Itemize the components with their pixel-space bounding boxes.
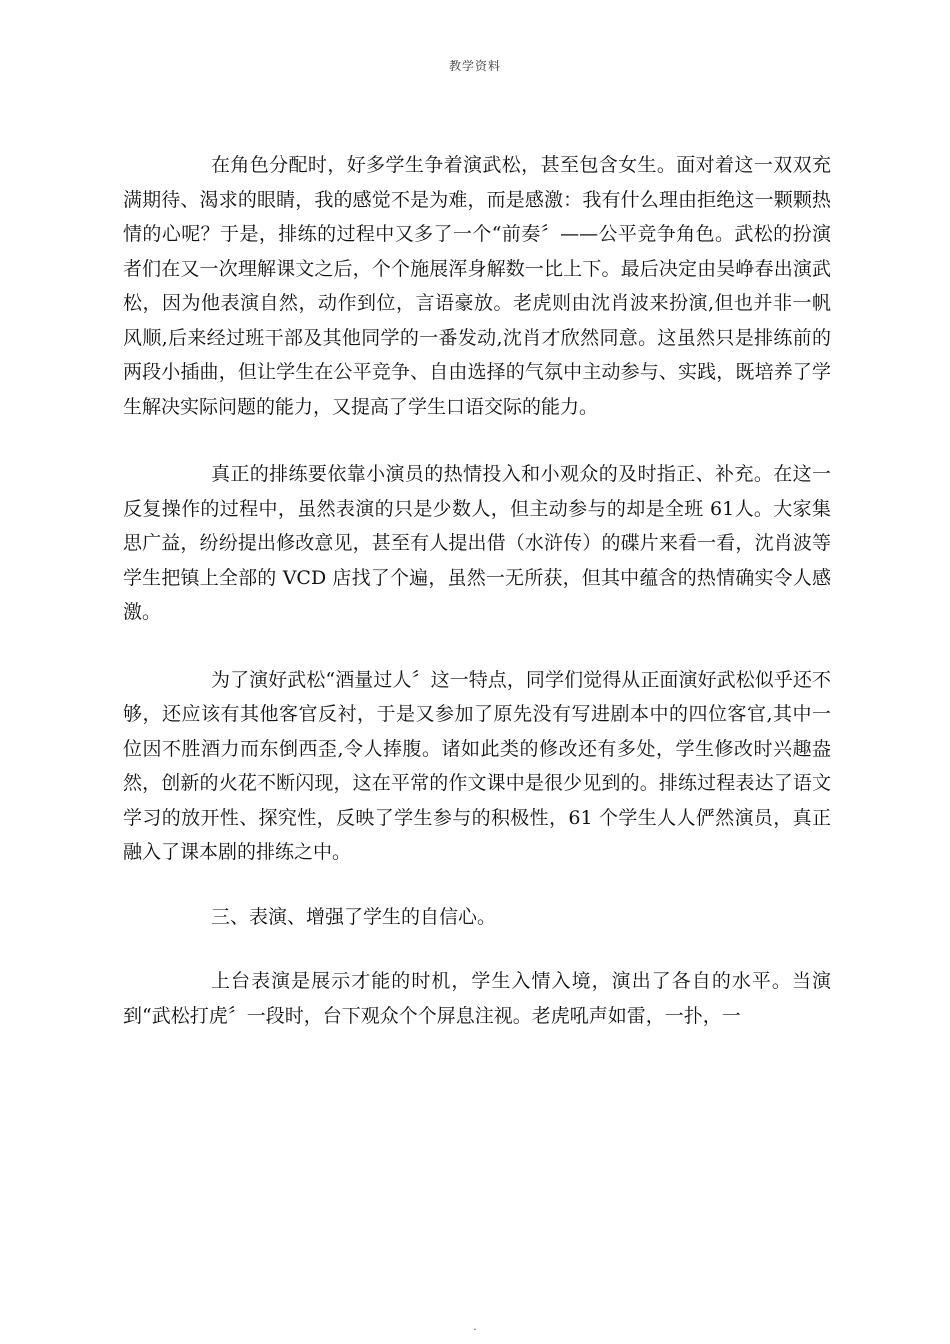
section-heading: 三、表演、增强了学生的自信心。 <box>211 905 497 928</box>
document-body <box>123 148 831 1033</box>
paragraph-rehearsal: 真正的排练要依靠小演员的热情投入和小观众的及时指正、补充。在这一反复操作的过程中，虽然表演的只是少数人，但主动参与的却是全班 61人。大家集思广益，纷纷提出修改意见，甚至有人提出借（水浒传）的碟片来看一看，沈肖波等学生把镇上全部的 VCD 店找了个遍，虽然一无所获，但其中蕴含的热情确实令人感激。 <box>123 463 831 623</box>
paragraph-role-assignment: 在角色分配时，好多学生争着演武松，甚至包含女生。面对着这一双双充满期待、渴求的眼睛，我的感觉不是为难，而是感激：我有什么理由拒绝这一颗颗热情的心呢？于是，排练的过程中又多了一个“前奏〞——公平竞争角色。武松的扮演者们在又一次理解课文之后，个个施展浑身解数一比上下。最后决定由吴峥春出演武松，因为他表演自然，动作到位，言语豪放。老虎则由沈肖波来扮演,但也并非一帆风顺,后来经过班干部及其他同学的一番发动,沈肖才欣然同意。这虽然只是排练前的两段小插曲，但让学生在公平竞争、自由选择的气氛中主动参与、实践，既培养了学生解决实际问题的能力，又提高了学生口语交际的能力。 <box>123 154 831 418</box>
paragraph-performance: 上台表演是展示才能的时机，学生入情入境，演出了各自的水平。当演到“武松打虎〞一段时，台下观众个个屏息注视。老虎吼声如雷，一扑，一 <box>123 970 831 1027</box>
paragraph-revisions: 为了演好武松“酒量过人〞这一特点，同学们觉得从正面演好武松似乎还不够，还应该有其他客官反衬，于是又参加了原先没有写进剧本中的四位客官,其中一位因不胜酒力而东倒西歪,令人捧腹。诸如此类的修改还有多处，学生修改时兴趣盎然，创新的火花不断闪现，这在平常的作文课中是很少见到的。排练过程表达了语文学习的放开性、探究性，反映了学生参与的积极性，61 个学生人人俨然演员，真正融入了课本剧的排练之中。 <box>123 668 831 863</box>
page-footer-mark: . <box>473 1322 477 1333</box>
page-header: 教学资料 <box>448 59 501 73</box>
